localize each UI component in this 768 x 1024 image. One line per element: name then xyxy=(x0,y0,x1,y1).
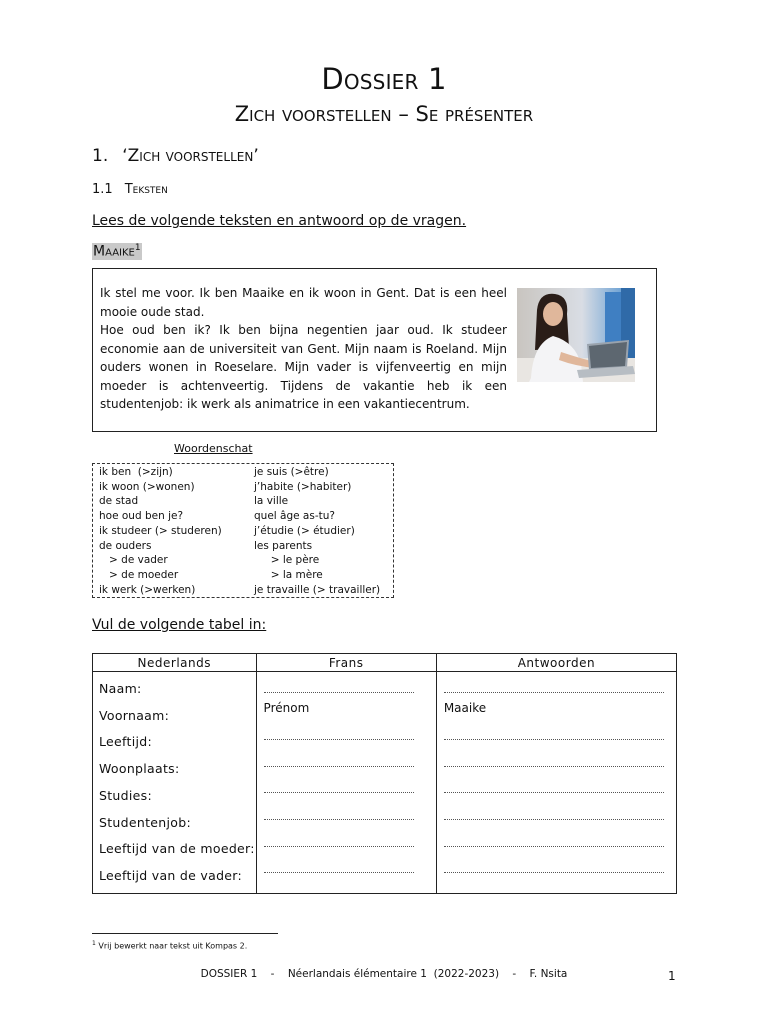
text-paragraph-2: Hoe oud ben ik? Ik ben bijna negentien jaar oud. Ik studeer economie aan de universiteit van Gent. Mijn naam is Roeland. Mijn ouders wonen in Roeselare. Mijn vader is vijfenveertig en mijn moeder is achtenveertig. Tijdens de vakantie heb ik een studentenjob: ik werk als animatrice in een vakantiecentrum. xyxy=(100,323,507,411)
blank-antwoord-leeftijd[interactable] xyxy=(444,739,664,740)
blank-frans-leeftijd-moeder[interactable] xyxy=(264,846,414,847)
vocabulary-dutch-column: ik ben (>zijn) ik woon (>wonen) de stad hoe oud ben je? ik studeer (> studeren) de ouders > de vader > de moeder ik werk (>werken) xyxy=(99,466,222,596)
document-title: Dossier 1 xyxy=(321,62,447,96)
label-leeftijd-moeder: Leeftijd van de moeder: xyxy=(99,841,255,856)
student-laptop-photo xyxy=(517,288,635,382)
text-heading-maaike xyxy=(92,243,142,260)
blank-antwoord-studentenjob[interactable] xyxy=(444,819,664,820)
dutch-labels-cell xyxy=(93,672,257,894)
label-leeftijd: Leeftijd: xyxy=(99,734,152,749)
subtitle-dash: – xyxy=(398,102,409,126)
vocabulary-title: Woordenschat xyxy=(174,442,253,455)
footnote-number: 1 xyxy=(92,940,96,947)
blank-frans-leeftijd[interactable] xyxy=(264,739,414,740)
section-heading xyxy=(92,146,259,166)
header-nederlands: Nederlands xyxy=(93,654,257,672)
blank-frans-studies[interactable] xyxy=(264,792,414,793)
text-paragraph-1: Ik stel me voor. Ik ben Maaike en ik woon in Gent. Dat is een heel mooie oude stad. xyxy=(100,286,507,319)
label-naam: Naam: xyxy=(99,681,142,696)
subtitle-french: Se présenter xyxy=(415,102,534,126)
footnote-reference: 1 xyxy=(134,243,141,253)
reading-text xyxy=(100,284,507,414)
vocabulary-box xyxy=(92,463,394,598)
blank-antwoord-naam[interactable] xyxy=(444,692,664,693)
maaike-label: Maaike xyxy=(93,243,135,260)
subsection-heading xyxy=(92,182,168,197)
blank-antwoord-leeftijd-vader[interactable] xyxy=(444,872,664,873)
blank-frans-leeftijd-vader[interactable] xyxy=(264,872,414,873)
label-woonplaats: Woonplaats: xyxy=(99,761,180,776)
vocabulary-french-column: je suis (>être) j’habite (>habiter) la ville quel âge as-tu? j’étudie (> étudier) les parents > le père > la mère je travaille (> travailler) xyxy=(254,466,381,596)
label-studentenjob: Studentenjob: xyxy=(99,815,191,830)
section-title: ‘Zich voorstellen’ xyxy=(122,146,259,166)
frans-voornaam-value: Prénom xyxy=(263,701,310,715)
blank-antwoord-studies[interactable] xyxy=(444,792,664,793)
table-instruction: Vul de volgende tabel in: xyxy=(92,617,267,633)
footnote-divider xyxy=(92,933,278,934)
header-antwoorden: Antwoorden xyxy=(436,654,676,672)
subtitle-dutch: Zich voorstellen xyxy=(234,102,392,126)
subsection-title: Teksten xyxy=(124,182,168,197)
footnote xyxy=(92,940,247,951)
label-studies: Studies: xyxy=(99,788,152,803)
page-footer: DOSSIER 1 - Néerlandais élémentaire 1 (2022-2023) - F. Nsita xyxy=(200,968,568,980)
header-frans: Frans xyxy=(256,654,436,672)
reading-instruction: Lees de volgende teksten en antwoord op de vragen. xyxy=(92,213,467,229)
blank-antwoord-leeftijd-moeder[interactable] xyxy=(444,846,664,847)
blank-frans-woonplaats[interactable] xyxy=(264,766,414,767)
document-subtitle xyxy=(0,102,768,126)
label-voornaam: Voornaam: xyxy=(99,708,170,723)
blank-frans-naam[interactable] xyxy=(264,692,414,693)
footnote-text: Vrij bewerkt naar tekst uit Kompas 2. xyxy=(98,941,248,951)
answers-cell xyxy=(436,672,676,894)
subsection-number: 1.1 xyxy=(92,182,113,197)
french-answers-cell xyxy=(256,672,436,894)
page-number: 1 xyxy=(668,969,676,983)
label-leeftijd-vader: Leeftijd van de vader: xyxy=(99,868,243,883)
fill-in-table xyxy=(92,653,677,894)
blank-antwoord-woonplaats[interactable] xyxy=(444,766,664,767)
section-number: 1. xyxy=(92,146,109,166)
blank-frans-studentenjob[interactable] xyxy=(264,819,414,820)
antwoord-voornaam-value: Maaike xyxy=(443,701,487,715)
